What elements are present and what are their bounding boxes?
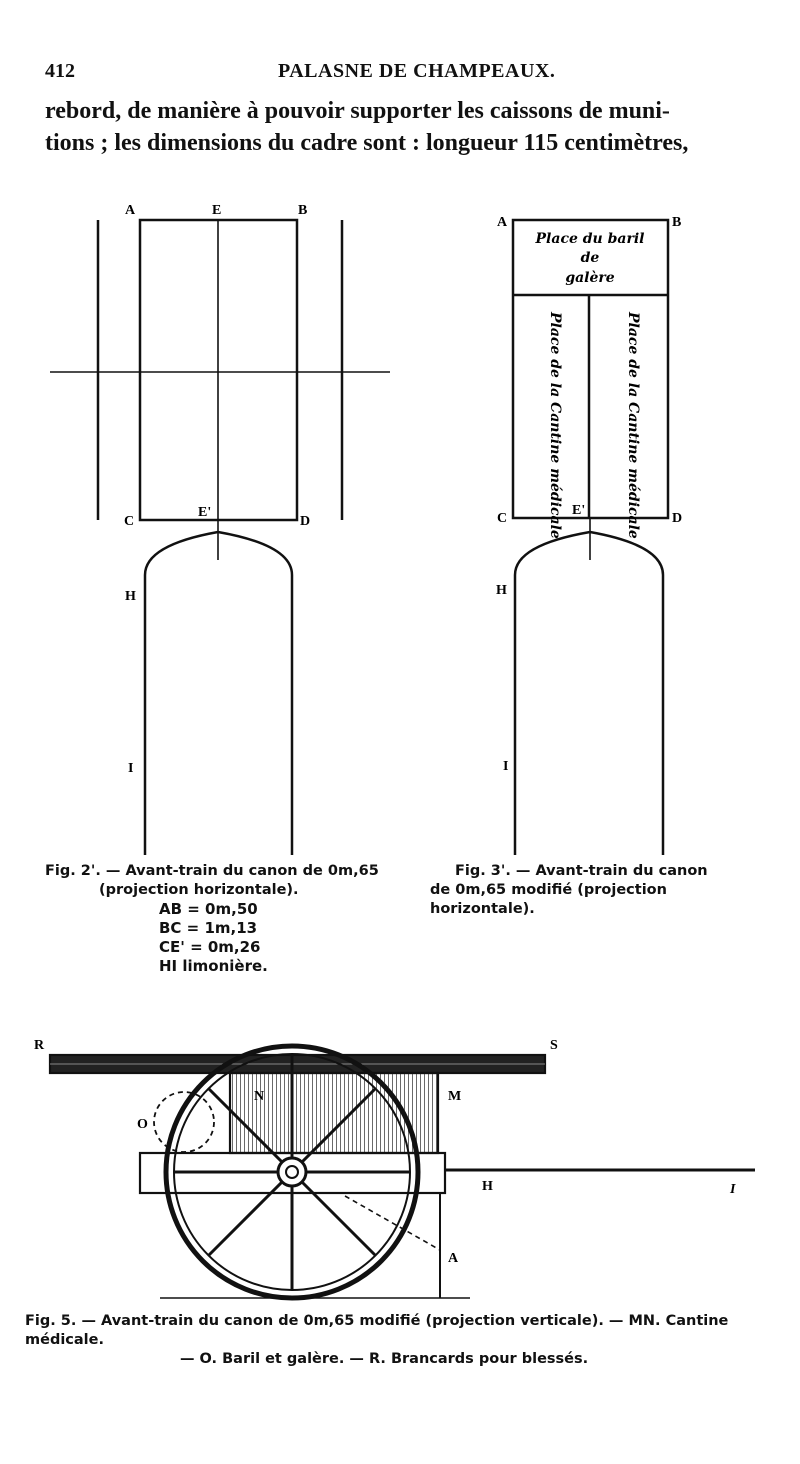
fig3-caption-line-2: de 0m,65 modifié (projection horizontale). bbox=[430, 882, 667, 917]
fig3-label-h: H bbox=[496, 583, 507, 598]
fig2-label-i: I bbox=[128, 761, 134, 776]
fig5-caption-line-2: — O. Baril et galère. — R. Brancards pour blessés. bbox=[180, 1351, 589, 1367]
fig5-caption-line-1: Fig. 5. — Avant-train du canon de 0m,65 modifié (projection verticale). — MN. Cantine médicale. bbox=[25, 1313, 729, 1348]
body-line-1: rebord, de manière à pouvoir supporter les caissons de muni- bbox=[45, 98, 670, 124]
fig5-label-o: O bbox=[137, 1117, 148, 1132]
fig2-dim-ab: AB = 0m,50 bbox=[159, 900, 258, 918]
fig3-cantine-left-label: Place de la Cantine médicale bbox=[547, 312, 563, 539]
fig2-caption-line-2: (projection horizontale). bbox=[99, 882, 299, 898]
fig3-baril-label-1: Place du baril bbox=[535, 231, 645, 247]
fig2-label-h: H bbox=[125, 589, 136, 604]
fig3-label-b: B bbox=[672, 215, 682, 230]
fig3-shafts bbox=[515, 532, 663, 855]
fig5-label-r: R bbox=[34, 1038, 45, 1053]
figure-5-drawing bbox=[50, 1046, 755, 1298]
figure-2-drawing bbox=[50, 220, 390, 855]
fig3-label-i: I bbox=[503, 759, 509, 774]
fig3-baril-label-3: galère bbox=[565, 270, 615, 286]
fig3-label-d: D bbox=[672, 511, 683, 526]
figure-2-caption bbox=[45, 862, 425, 976]
fig5-wheel-axle bbox=[286, 1166, 298, 1178]
fig5-label-n: N bbox=[254, 1089, 265, 1104]
figure-3-drawing bbox=[513, 220, 668, 855]
figure-2-labels bbox=[124, 203, 310, 776]
fig3-cantine-right-label: Place de la Cantine médicale bbox=[625, 312, 641, 539]
fig3-caption-line-1: Fig. 3'. — Avant-train du canon bbox=[455, 863, 708, 879]
running-head: PALASNE DE CHAMPEAUX. bbox=[278, 60, 556, 82]
fig2-shafts bbox=[145, 532, 292, 855]
fig5-label-s: S bbox=[550, 1038, 558, 1053]
fig2-label-a: A bbox=[125, 203, 136, 218]
fig2-dim-ce: CE' = 0m,26 bbox=[159, 938, 261, 956]
fig2-dimension-list bbox=[45, 900, 425, 976]
fig2-caption-line-1: Fig. 2'. — Avant-train du canon de 0m,65 bbox=[45, 863, 379, 879]
fig2-label-d: D bbox=[300, 514, 311, 529]
fig2-label-c: C bbox=[124, 514, 135, 529]
fig2-dim-bc: BC = 1m,13 bbox=[159, 919, 258, 937]
fig5-label-i: I bbox=[730, 1182, 736, 1197]
fig3-label-a: A bbox=[497, 215, 508, 230]
fig2-dim-hi: HI limonière. bbox=[159, 957, 268, 975]
figure-3-caption bbox=[400, 862, 760, 919]
fig5-label-a: A bbox=[448, 1251, 459, 1266]
fig3-label-c: C bbox=[497, 511, 508, 526]
fig5-barrel-dashed bbox=[154, 1092, 214, 1152]
body-line-2: tions ; les dimensions du cadre sont : longueur 115 centimètres, bbox=[45, 130, 689, 156]
fig2-label-e: E bbox=[212, 203, 222, 218]
fig3-baril-label-2: de bbox=[580, 250, 600, 266]
fig5-label-m: M bbox=[448, 1089, 462, 1104]
fig5-prop-dashed bbox=[345, 1196, 440, 1250]
fig2-label-e2: E' bbox=[198, 505, 212, 520]
fig5-label-h: H bbox=[482, 1179, 493, 1194]
figure-5-caption bbox=[25, 1312, 785, 1369]
fig2-label-b: B bbox=[298, 203, 308, 218]
page-number: 412 bbox=[45, 60, 75, 82]
fig3-label-e2: E' bbox=[572, 503, 586, 518]
